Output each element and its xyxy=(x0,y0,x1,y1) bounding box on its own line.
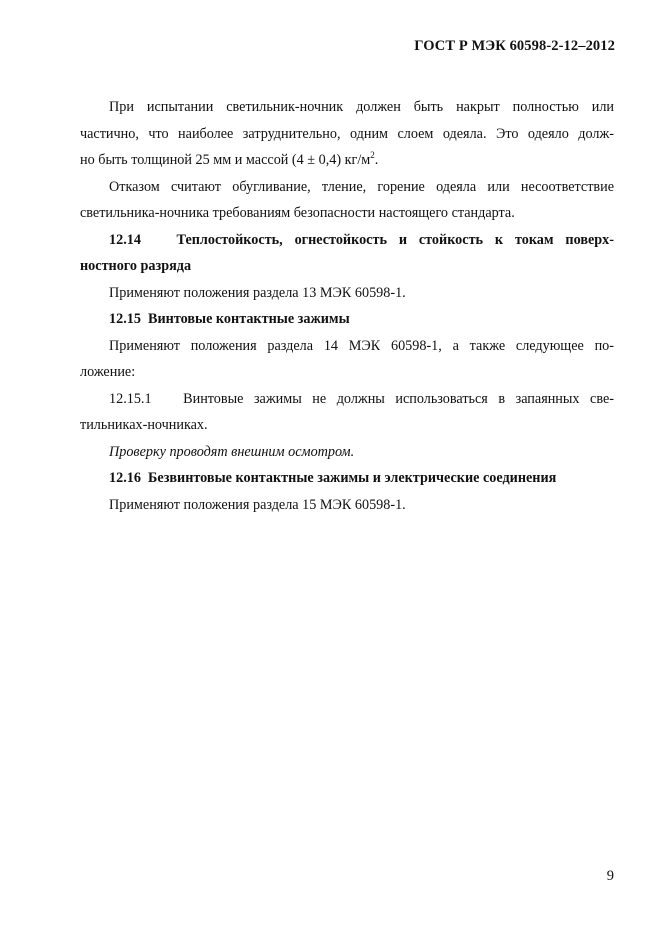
subsection-12-15-1 xyxy=(80,386,614,439)
paragraph-failure-criteria xyxy=(80,174,614,227)
paragraph-12-14-body xyxy=(80,280,614,307)
text-fragment: . xyxy=(374,152,379,168)
section-heading-12-14 xyxy=(80,227,614,280)
paragraph-12-16-body xyxy=(80,492,614,519)
section-heading-12-16 xyxy=(80,465,614,492)
heading-line: 12.14 Теплостойкость, огнестойкость и стойкость к токам поверх- xyxy=(109,231,614,248)
text-line: тильниках-ночниках. xyxy=(80,417,208,433)
text-line-with-unit xyxy=(80,147,614,174)
text-line: При испытании светильник-ночник должен быть накрыт полностью или xyxy=(109,99,614,115)
document-code-header: ГОСТ Р МЭК 60598-2-12–2012 xyxy=(414,38,615,54)
text-line: ложение: xyxy=(80,364,136,380)
page-body xyxy=(80,94,614,518)
text-line: светильника-ночника требованиям безопасности настоящего стандарта. xyxy=(80,205,515,221)
section-heading-12-15 xyxy=(80,306,614,333)
verification-note xyxy=(80,439,614,466)
text-line: Применяют положения раздела 13 МЭК 60598-1. xyxy=(109,284,406,301)
text-fragment: но быть толщиной 25 мм и массой (4 ± 0,4) кг/м xyxy=(80,152,371,168)
text-line: частично, что наиболее затруднительно, одним слоем одеяла. Это одеяло долж- xyxy=(80,125,614,142)
text-line: 12.15.1 Винтовые зажимы не должны использоваться в запаянных све- xyxy=(109,390,614,407)
heading-line: 12.15 Винтовые контактные зажимы xyxy=(109,311,350,327)
superscript: 2 xyxy=(370,150,375,160)
heading-line: ностного разряда xyxy=(80,258,192,274)
text-line: Применяют положения раздела 14 МЭК 60598-1, а также следующее по- xyxy=(109,337,614,354)
text-line: Отказом считают обугливание, тление, горение одеяла или несоответствие xyxy=(109,178,614,195)
paragraph-12-15-body xyxy=(80,333,614,386)
text-line: Проверку проводят внешним осмотром. xyxy=(109,443,355,460)
paragraph-test-conditions xyxy=(80,94,614,174)
heading-line: 12.16 Безвинтовые контактные зажимы и электрические соединения xyxy=(109,470,557,486)
page-number: 9 xyxy=(606,868,614,884)
text-line: Применяют положения раздела 15 МЭК 60598-1. xyxy=(109,496,406,513)
